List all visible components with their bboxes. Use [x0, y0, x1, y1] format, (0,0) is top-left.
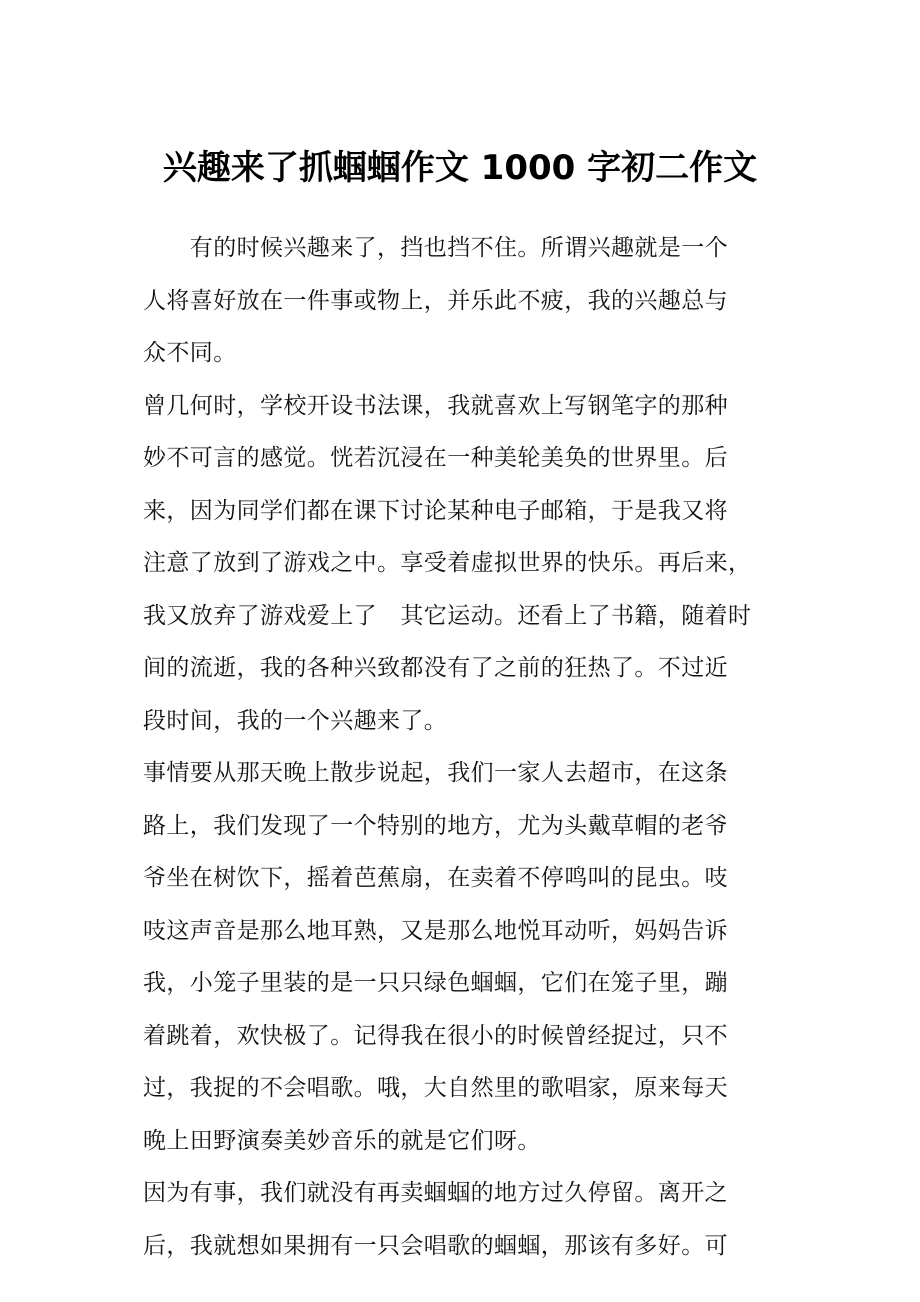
- text-line: 曾几何时，学校开设书法课，我就喜欢上写钢笔字的那种: [143, 392, 728, 419]
- text-line: 爷坐在树饮下，摇着芭蕉扇，在卖着不停鸣叫的昆虫。吱: [143, 865, 728, 891]
- text-line: 因为有事，我们就没有再卖蝈蝈的地方过久停留。离开之: [143, 1180, 728, 1206]
- text-line: 事情要从那天晚上散步说起，我们一家人去超市，在这条: [143, 760, 728, 786]
- text-line: 注意了放到了游戏之中。享受着虚拟世界的快乐。再后来，: [143, 550, 752, 576]
- text-line: 有的时候兴趣来了，挡也挡不住。所谓兴趣就是一个: [143, 235, 728, 261]
- article-body: [143, 222, 793, 1272]
- text-line: 过，我捉的不会唱歌。哦，大自然里的歌唱家，原来每天: [143, 1075, 728, 1101]
- text-line: 着跳着，欢快极了。记得我在很小的时候曾经捉过，只不: [143, 1022, 728, 1049]
- text-line: 吱这声音是那么地耳熟，又是那么地悦耳动听，妈妈告诉: [143, 917, 728, 944]
- text-line: 后，我就想如果拥有一只会唱歌的蝈蝈，那该有多好。可: [143, 1232, 728, 1259]
- text-line: 来，因为同学们都在课下讨论某种电子邮箱，于是我又将: [143, 497, 728, 524]
- text-line: 人将喜好放在一件事或物上，并乐此不疲，我的兴趣总与: [143, 287, 728, 314]
- text-line: 晚上田野演奏美妙音乐的就是它们呀。: [143, 1127, 541, 1154]
- text-line: 段时间，我的一个兴趣来了。: [143, 707, 448, 734]
- text-line: 间的流逝，我的各种兴致都没有了之前的狂热了。不过近: [143, 655, 728, 681]
- text-line: 路上，我们发现了一个特别的地方，尤为头戴草帽的老爷: [143, 812, 728, 839]
- text-line: 我，小笼子里装的是一只只绿色蝈蝈，它们在笼子里，蹦: [143, 970, 728, 996]
- text-line: 众不同。: [143, 340, 237, 366]
- page-title: 兴趣来了抓蝈蝈作文 1000 字初二作文: [162, 148, 758, 188]
- text-line: 我又放弃了游戏爱上了 其它运动。还看上了书籍，随着时: [143, 602, 752, 629]
- text-line: 妙不可言的感觉。恍若沉浸在一种美轮美奂的世界里。后: [143, 445, 728, 471]
